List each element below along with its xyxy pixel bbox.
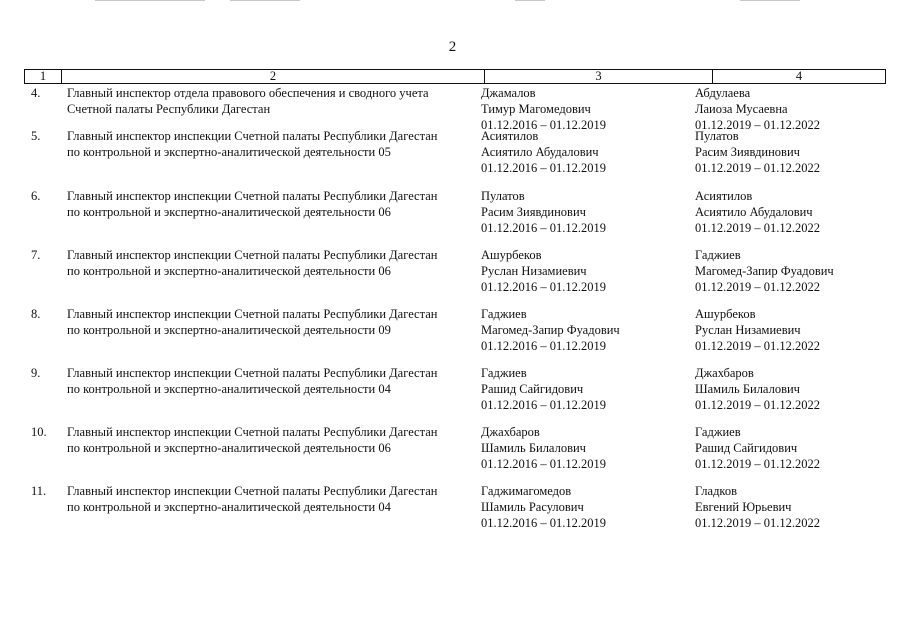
current-holder (481, 306, 681, 354)
given-name: Шамиль Расулович (481, 500, 584, 514)
position-title: Главный инспектор инспекции Счетной палаты Республики Дагестан по контрольной и экспертно-аналитической деятельности 04 (67, 484, 438, 514)
surname: Гаджиев (695, 425, 741, 439)
given-name: Руслан Низамиевич (695, 323, 801, 337)
header-col-1: 1 (25, 70, 62, 83)
term-period: 01.12.2016 – 01.12.2019 (481, 339, 606, 353)
next-holder (695, 483, 885, 531)
surname: Пулатов (695, 129, 739, 143)
next-holder (695, 128, 885, 176)
row-number: 9. (31, 366, 41, 380)
position-title: Главный инспектор инспекции Счетной палаты Республики Дагестан по контрольной и экспертно-аналитической деятельности 06 (67, 425, 438, 455)
next-holder (695, 188, 885, 236)
term-period: 01.12.2016 – 01.12.2019 (481, 516, 606, 530)
row-number: 5. (31, 129, 41, 143)
term-period: 01.12.2019 – 01.12.2022 (695, 457, 820, 471)
header-col-4: 4 (795, 69, 803, 83)
surname: Гладков (695, 484, 738, 498)
row-number: 4. (31, 86, 41, 100)
surname: Ашурбеков (695, 307, 756, 321)
current-holder (481, 424, 681, 472)
given-name: Расим Зиявдинович (481, 205, 586, 219)
position-title: Главный инспектор инспекции Счетной палаты Республики Дагестан по контрольной и экспертно-аналитической деятельности 09 (67, 307, 438, 337)
term-period: 01.12.2016 – 01.12.2019 (481, 221, 606, 235)
position-title: Главный инспектор инспекции Счетной палаты Республики Дагестан по контрольной и экспертно-аналитической деятельности 06 (67, 189, 438, 219)
surname: Гаджиев (695, 248, 741, 262)
current-holder (481, 85, 681, 133)
position-title: Главный инспектор отдела правового обеспечения и сводного учета Счетной палаты Республики Дагестан (67, 86, 429, 116)
term-period: 01.12.2019 – 01.12.2022 (695, 339, 820, 353)
next-holder (695, 85, 885, 133)
term-period: 01.12.2019 – 01.12.2022 (695, 516, 820, 530)
row-number: 10. (31, 425, 47, 439)
surname: Джахбаров (695, 366, 754, 380)
given-name: Руслан Низамиевич (481, 264, 587, 278)
page-number: 2 (448, 39, 457, 55)
current-holder (481, 188, 681, 236)
header-col-2: 2 (62, 70, 485, 83)
given-name: Асиятило Абудалович (695, 205, 813, 219)
surname: Абдулаева (695, 86, 751, 100)
term-period: 01.12.2019 – 01.12.2022 (695, 280, 820, 294)
table-header (24, 69, 886, 84)
position-title: Главный инспектор инспекции Счетной палаты Республики Дагестан по контрольной и экспертно-аналитической деятельности 06 (67, 248, 438, 278)
next-holder (695, 424, 885, 472)
next-holder (695, 306, 885, 354)
surname: Джахбаров (481, 425, 540, 439)
current-holder (481, 483, 681, 531)
surname: Гаджиев (481, 307, 527, 321)
position-title: Главный инспектор инспекции Счетной палаты Республики Дагестан по контрольной и экспертно-аналитической деятельности 05 (67, 129, 438, 159)
surname: Гаджиев (481, 366, 527, 380)
surname: Пулатов (481, 189, 525, 203)
surname: Асиятилов (695, 189, 753, 203)
term-period: 01.12.2016 – 01.12.2019 (481, 457, 606, 471)
term-period: 01.12.2016 – 01.12.2019 (481, 118, 606, 132)
header-col-3: 3 (485, 70, 713, 83)
given-name: Рашид Сайгидович (695, 441, 798, 455)
given-name: Рашид Сайгидович (481, 382, 584, 396)
row-number: 6. (31, 189, 41, 203)
term-period: 01.12.2016 – 01.12.2019 (481, 280, 606, 294)
given-name: Лаиоза Мусаевна (695, 102, 788, 116)
current-holder (481, 247, 681, 295)
given-name: Шамиль Билалович (481, 441, 586, 455)
surname: Джамалов (481, 86, 536, 100)
surname: Гаджимагомедов (481, 484, 572, 498)
scan-edge-mark (740, 0, 800, 1)
surname: Асиятилов (481, 129, 539, 143)
term-period: 01.12.2019 – 01.12.2022 (695, 398, 820, 412)
given-name: Асиятило Абудалович (481, 145, 599, 159)
current-holder (481, 128, 681, 176)
term-period: 01.12.2016 – 01.12.2019 (481, 398, 606, 412)
given-name: Тимур Магомедович (481, 102, 591, 116)
given-name: Магомед-Запир Фуадович (481, 323, 620, 337)
given-name: Расим Зиявдинович (695, 145, 800, 159)
next-holder (695, 365, 885, 413)
given-name: Магомед-Запир Фуадович (695, 264, 834, 278)
current-holder (481, 365, 681, 413)
term-period: 01.12.2016 – 01.12.2019 (481, 161, 606, 175)
surname: Ашурбеков (481, 248, 542, 262)
term-period: 01.12.2019 – 01.12.2022 (695, 118, 820, 132)
scan-edge-mark (95, 0, 205, 1)
row-number: 11. (31, 484, 47, 498)
row-number: 7. (31, 248, 41, 262)
scan-edge-mark (230, 0, 300, 1)
scan-edge-mark (515, 0, 545, 1)
given-name: Шамиль Билалович (695, 382, 800, 396)
position-title: Главный инспектор инспекции Счетной палаты Республики Дагестан по контрольной и экспертно-аналитической деятельности 04 (67, 366, 438, 396)
term-period: 01.12.2019 – 01.12.2022 (695, 161, 820, 175)
given-name: Евгений Юрьевич (695, 500, 792, 514)
next-holder (695, 247, 885, 295)
term-period: 01.12.2019 – 01.12.2022 (695, 221, 820, 235)
row-number: 8. (31, 307, 41, 321)
